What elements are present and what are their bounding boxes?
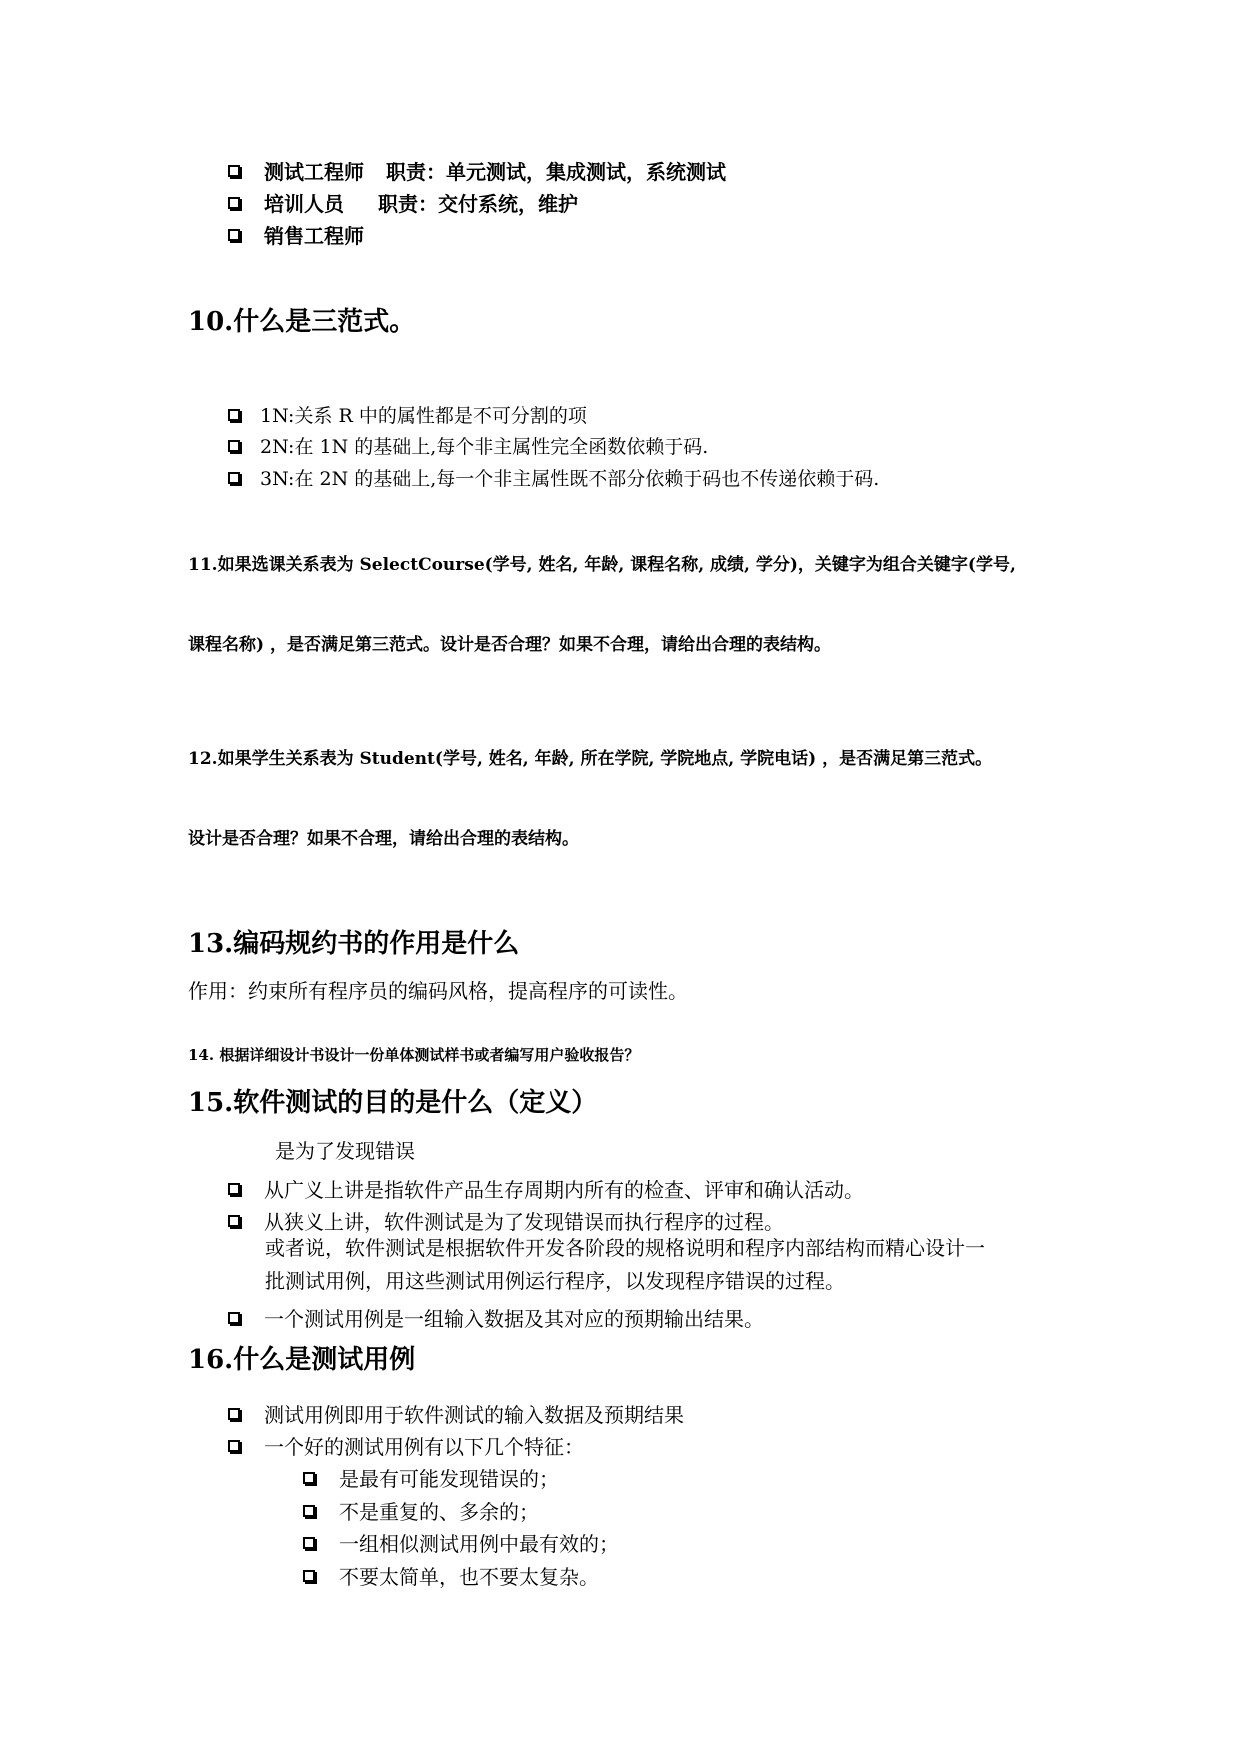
q10-item-text: 3N:在 2N 的基础上,每一个非主属性既不部分依赖于码也不传递依赖于码.: [260, 468, 880, 490]
q12-line-1: 12.如果学生关系表为 Student(学号, 姓名, 年龄, 所在学院, 学院地点, 学院电话) ，是否满足第三范式。: [188, 749, 993, 769]
q15-item-broad: [228, 1174, 864, 1203]
role-name: 测试工程师: [264, 160, 364, 184]
q16-subitem-text: 一组相似测试用例中最有效的；: [339, 1532, 619, 1556]
heading-q10: 10.什么是三范式。: [188, 307, 416, 337]
q15-item-testcase: [228, 1303, 764, 1332]
checkbox-bullet-icon: [228, 229, 240, 241]
checkbox-bullet-icon: [228, 1408, 240, 1420]
q10-item-text: 2N:在 1N 的基础上,每个非主属性完全函数依赖于码.: [260, 436, 709, 458]
q15-item-text: 从狭义上讲，软件测试是为了发现错误而执行程序的过程。: [264, 1210, 784, 1234]
checkbox-bullet-icon: [228, 1215, 240, 1227]
role-name: 销售工程师: [264, 224, 364, 248]
checkbox-bullet-icon: [303, 1537, 315, 1549]
q10-item-1n: [228, 401, 587, 428]
role-duty: 职责：交付系统，维护: [378, 192, 578, 216]
checkbox-bullet-icon: [228, 197, 240, 209]
checkbox-bullet-icon: [303, 1570, 315, 1582]
q16-subitem-text: 不是重复的、多余的；: [339, 1500, 539, 1524]
q15-item-text: 一个测试用例是一组输入数据及其对应的预期输出结果。: [264, 1307, 764, 1331]
q15-item-text: 从广义上讲是指软件产品生存周期内所有的检查、评审和确认活动。: [264, 1178, 864, 1202]
checkbox-bullet-icon: [228, 1312, 240, 1324]
q16-subitem-text: 不要太简单，也不要太复杂。: [339, 1565, 599, 1589]
q11-line-2: 课程名称) ，是否满足第三范式。设计是否合理？如果不合理，请给出合理的表结构。: [188, 635, 831, 655]
q15-item-narrow: [228, 1206, 784, 1235]
heading-q16: 16.什么是测试用例: [188, 1345, 416, 1375]
checkbox-bullet-icon: [228, 165, 240, 177]
role-item-test-engineer: [228, 156, 726, 185]
q16-item-text: 测试用例即用于软件测试的输入数据及预期结果: [264, 1403, 684, 1427]
q15-item-narrow-cont-2: 批测试用例，用这些测试用例运行程序，以发现程序错误的过程。: [265, 1269, 845, 1293]
q14-text: 14. 根据详细设计书设计一份单体测试样书或者编写用户验收报告？: [188, 1046, 640, 1064]
q16-subitem: [303, 1561, 599, 1590]
checkbox-bullet-icon: [228, 409, 240, 421]
checkbox-bullet-icon: [228, 1440, 240, 1452]
heading-q13: 13.编码规约书的作用是什么: [188, 929, 520, 959]
q16-subitem: [303, 1496, 539, 1525]
checkbox-bullet-icon: [228, 440, 240, 452]
q11-line-1: 11.如果选课关系表为 SelectCourse(学号, 姓名, 年龄, 课程名称, 成绩, 学分)，关键字为组合关键字(学号,: [188, 555, 1016, 575]
q10-item-text: 1N:关系 R 中的属性都是不可分割的项: [260, 405, 587, 427]
role-duty: 职责：单元测试，集成测试，系统测试: [386, 160, 726, 184]
heading-q15: 15.软件测试的目的是什么（定义）: [188, 1088, 598, 1118]
checkbox-bullet-icon: [303, 1505, 315, 1517]
q15-intro: 是为了发现错误: [275, 1139, 415, 1163]
role-item-sales-engineer: [228, 220, 364, 249]
q10-item-2n: [228, 432, 708, 459]
role-item-trainer: [228, 188, 578, 217]
q10-item-3n: [228, 464, 879, 491]
q16-subitem: [303, 1463, 559, 1492]
q12-line-2: 设计是否合理？如果不合理，请给出合理的表结构。: [188, 829, 579, 849]
q16-subitem: [303, 1528, 619, 1557]
checkbox-bullet-icon: [228, 472, 240, 484]
role-name: 培训人员: [264, 192, 344, 216]
checkbox-bullet-icon: [303, 1472, 315, 1484]
q16-item-definition: [228, 1399, 684, 1428]
checkbox-bullet-icon: [228, 1183, 240, 1195]
q15-item-narrow-cont-1: 或者说，软件测试是根据软件开发各阶段的规格说明和程序内部结构而精心设计一: [265, 1236, 985, 1260]
q16-item-text: 一个好的测试用例有以下几个特征：: [264, 1435, 584, 1459]
q16-item-features: [228, 1431, 584, 1460]
q16-subitem-text: 是最有可能发现错误的；: [339, 1467, 559, 1491]
q13-answer: 作用：约束所有程序员的编码风格，提高程序的可读性。: [188, 979, 688, 1003]
